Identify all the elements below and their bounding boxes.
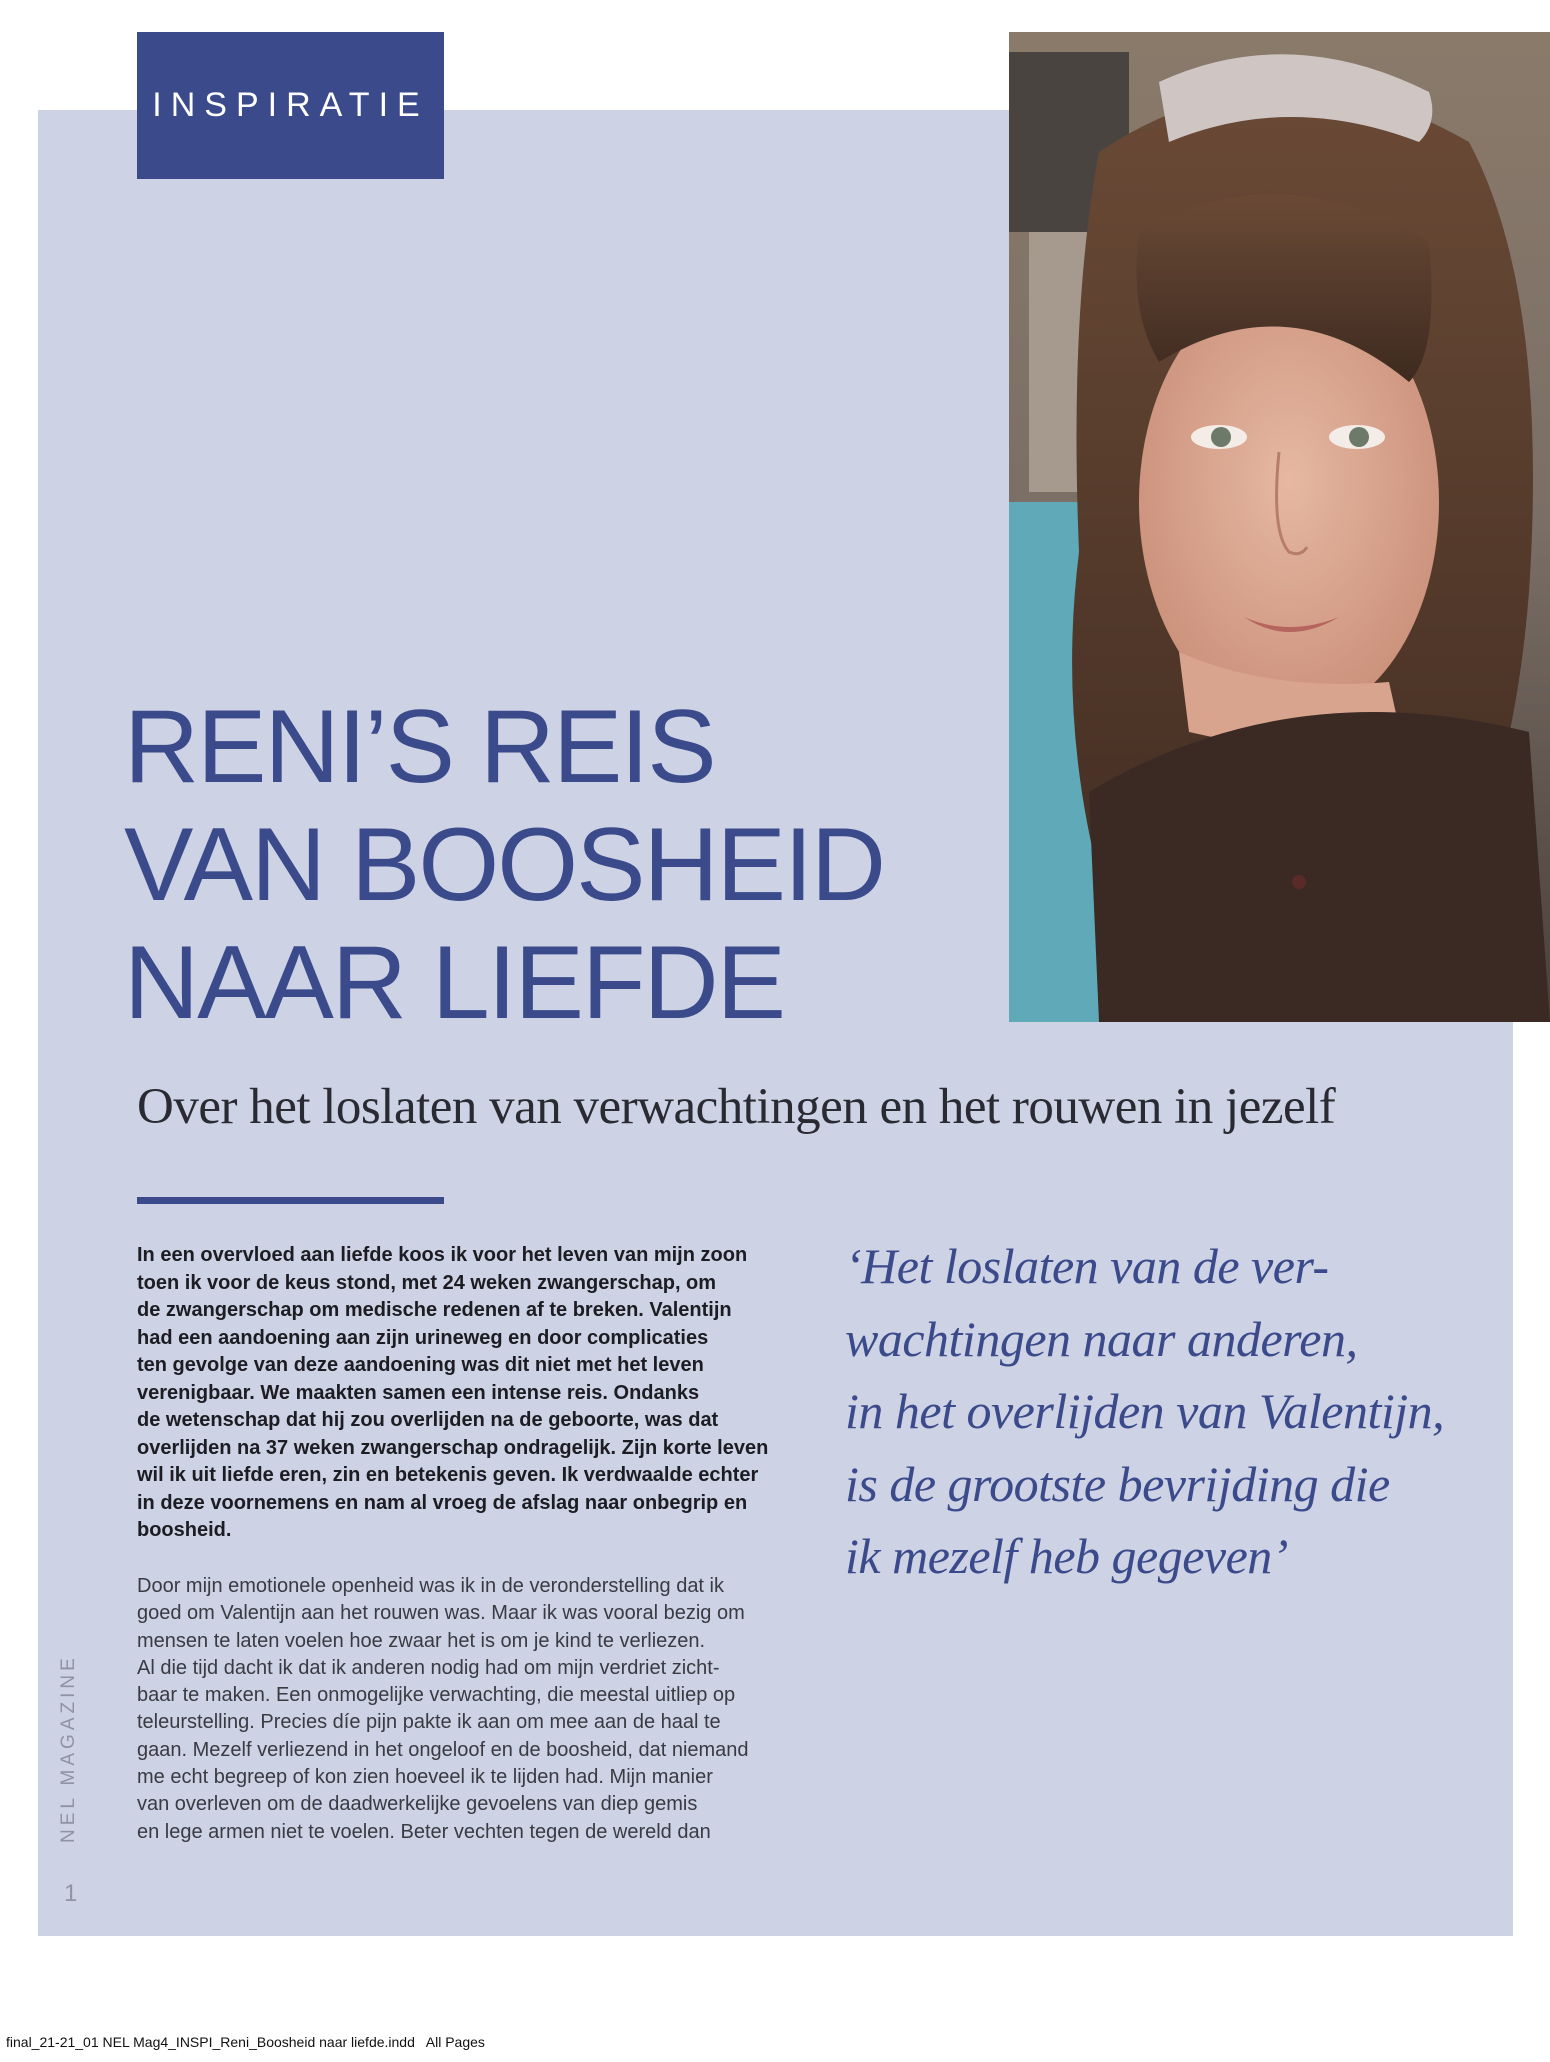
article-subtitle: Over het loslaten van verwachtingen en het rouwen in jezelf (137, 1079, 1336, 1135)
intro-line: de zwangerschap om medische redenen af te breken. Valentijn (137, 1299, 732, 1321)
quote-line: is de grootste bevrijding die (845, 1455, 1390, 1512)
portrait-photo (1009, 32, 1550, 1022)
intro-line: in deze voornemens en nam al vroeg de afslag naar onbegrip en (137, 1491, 748, 1514)
title-line: RENI’S REIS (124, 689, 715, 805)
body-line: Door mijn emotionele openheid was ik in de veronderstelling dat ik (137, 1575, 724, 1597)
print-slug: final_21-21_01 NEL Mag4_INSPI_Reni_Boosheid naar liefde.indd All Pages (6, 2034, 485, 2050)
intro-line: verenigbaar. We maakten samen een intense reis. Ondanks (137, 1381, 700, 1404)
quote-line: ik mezelf heb gegeven’ (845, 1528, 1288, 1584)
intro-line: ten gevolge van deze aandoening was dit niet met het leven (137, 1354, 704, 1376)
intro-line: In een overvloed aan liefde koos ik voor het leven van mijn zoon (137, 1244, 748, 1266)
intro-line: overlijden na 37 weken zwangerschap ondragelijk. Zijn korte leven (137, 1436, 769, 1459)
page-number: 1 (64, 1880, 78, 1907)
body-line: en lege armen niet te voelen. Beter vechten tegen de wereld dan (137, 1820, 711, 1843)
divider-rule (137, 1197, 444, 1204)
body-line: van overleven om de daadwerkelijke gevoelens van diep gemis (137, 1793, 698, 1816)
body-line: baar te maken. Een onmogelijke verwachting, die meestal uitliep op (137, 1684, 736, 1707)
intro-line: de wetenschap dat hij zou overlijden na de geboorte, was dat (137, 1409, 719, 1431)
pull-quote (845, 1230, 1444, 1593)
body-line: mensen te laten voelen hoe zwaar het is om je kind te verliezen. (137, 1629, 706, 1652)
body-line: me echt begreep of kon zien hoeveel ik te lijden had. Mijn manier (137, 1766, 713, 1789)
body-line: teleurstelling. Precies díe pijn pakte ik aan om mee aan de haal te (137, 1711, 721, 1734)
title-line: VAN BOOSHEID (124, 807, 885, 923)
article-title (124, 688, 884, 1042)
intro-line: boosheid. (137, 1519, 232, 1541)
quote-line: in het overlijden van Valentijn, (845, 1383, 1445, 1439)
quote-line: ‘Het loslaten van de ver- (845, 1238, 1329, 1294)
section-tag: INSPIRATIE (137, 32, 444, 179)
quote-line: wachtingen naar anderen, (845, 1310, 1358, 1367)
body-line: goed om Valentijn aan het rouwen was. Maar ik was vooral bezig om (137, 1602, 745, 1625)
intro-paragraph (137, 1242, 797, 1545)
intro-line: had een aandoening aan zijn urineweg en door complicaties (137, 1326, 709, 1349)
intro-line: wil ik uit liefde eren, zin en betekenis geven. Ik verdwaalde echter (137, 1464, 759, 1486)
magazine-name-vertical: NEL MAGAZINE (58, 1654, 79, 1843)
title-line: NAAR LIEFDE (124, 925, 784, 1041)
body-paragraph (137, 1573, 797, 1846)
intro-line: toen ik voor de keus stond, met 24 weken zwangerschap, om (137, 1271, 717, 1294)
body-line: Al die tijd dacht ik dat ik anderen nodig had om mijn verdriet zicht- (137, 1656, 720, 1679)
body-line: gaan. Mezelf verliezend in het ongeloof en de boosheid, dat niemand (137, 1738, 749, 1761)
